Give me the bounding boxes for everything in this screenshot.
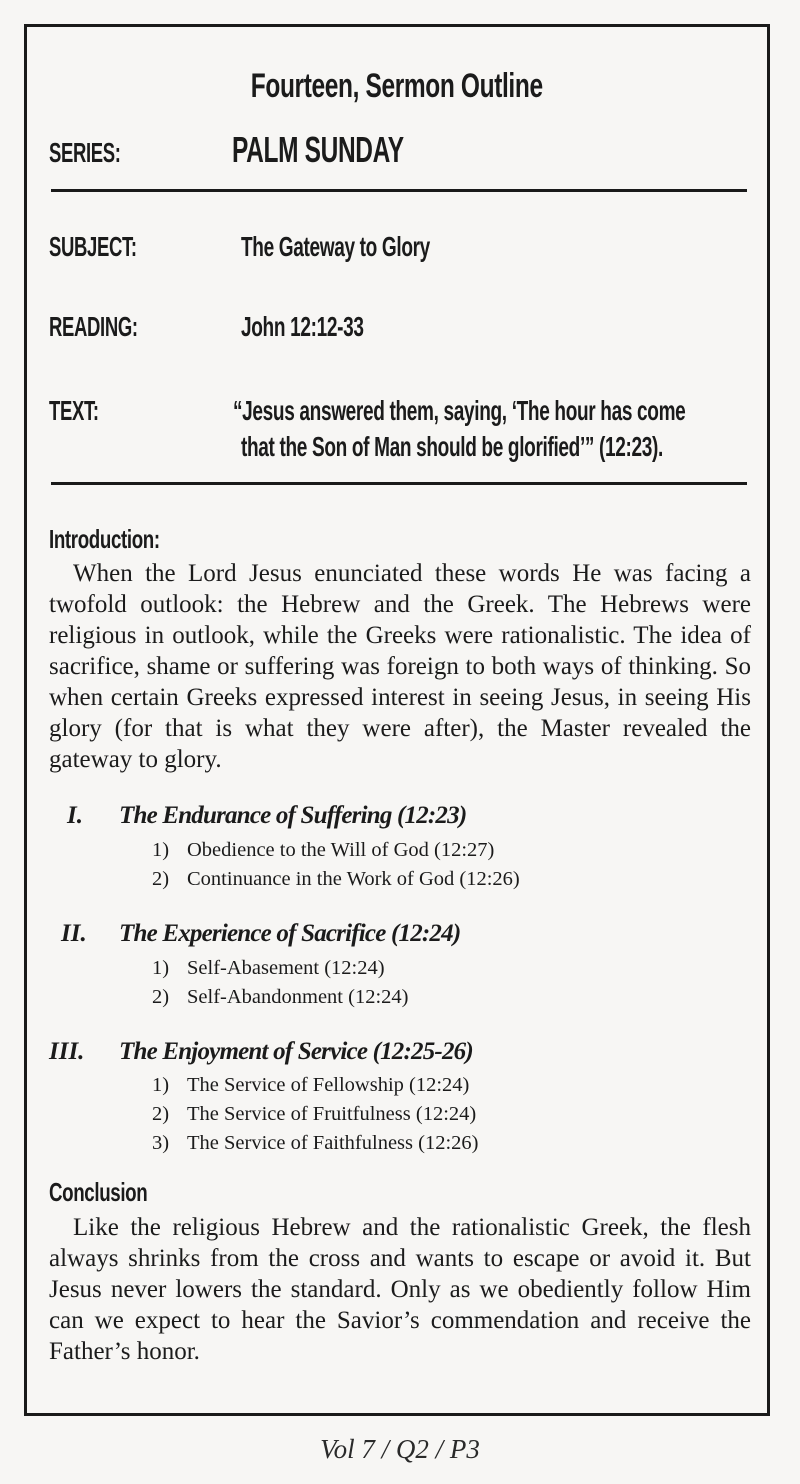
sermon-outline-card: [24, 24, 770, 1416]
page-title: Fourteen, Sermon Outline: [251, 67, 543, 105]
point-2-sub-2: 2) Self-Abandonment (12:24): [152, 986, 409, 1008]
page-footer: Vol 7 / Q2 / P3: [320, 1434, 480, 1464]
text-label: TEXT:: [49, 395, 99, 426]
point-3-numeral: III.: [49, 1038, 85, 1065]
series-value: PALM SUNDAY: [232, 129, 404, 170]
point-2-numeral: II.: [61, 920, 87, 947]
point-2-sub-1: 1) Self-Abasement (12:24): [152, 957, 385, 979]
subject-label: SUBJECT:: [49, 231, 137, 262]
point-3-sub-3: 3) The Service of Faithfulness (12:26): [152, 1132, 479, 1154]
introduction-body: When the Lord Jesus enunciated these words He was facing a twofold outlook: the Hebrew and the Greek. The Hebrews were religious in outlook, while the Greeks were rationalistic. The idea of sacrifice, shame or suffering was foreign to both ways of thinking. So when certain Greeks expressed interest in seeing Jesus, in seeing His glory (for that is what they were after), the Master revealed the gateway to glory.: [49, 560, 751, 773]
conclusion-body: Like the religious Hebrew and the rationalistic Greek, the flesh always shrinks from the cross and wants to escape or avoid it. But Jesus never lowers the standard. Only as we obediently follow Him can we expect to hear the Savior’s commendation and receive the Father’s honor.: [49, 1214, 751, 1365]
point-3-sub-2: 2) The Service of Fruitfulness (12:24): [152, 1103, 477, 1125]
point-1-sub-1: 1) Obedience to the Will of God (12:27): [152, 839, 495, 861]
conclusion-heading: Conclusion: [49, 1177, 148, 1207]
text-verse-line-2: that the Son of Man should be glorified’” (12:23).: [241, 431, 663, 462]
reading-value: John 12:12-33: [241, 311, 364, 342]
point-3-sub-1: 1) The Service of Fellowship (12:24): [152, 1074, 470, 1096]
introduction-heading: Introduction:: [49, 524, 160, 554]
point-1-numeral: I.: [67, 802, 83, 829]
series-label: SERIES:: [49, 137, 121, 168]
divider-middle: [51, 482, 747, 485]
subject-value: The Gateway to Glory: [241, 231, 430, 262]
text-verse-line-1: “Jesus answered them, saying, ‘The hour has come: [233, 395, 686, 426]
reading-label: READING:: [49, 311, 138, 342]
point-1-title: The Endurance of Suffering (12:23): [119, 802, 467, 829]
point-1-sub-2: 2) Continuance in the Work of God (12:26): [152, 868, 520, 890]
point-3-title: The Enjoyment of Service (12:25-26): [119, 1038, 473, 1065]
divider-top: [51, 189, 747, 192]
point-2-title: The Experience of Sacrifice (12:24): [119, 920, 461, 947]
